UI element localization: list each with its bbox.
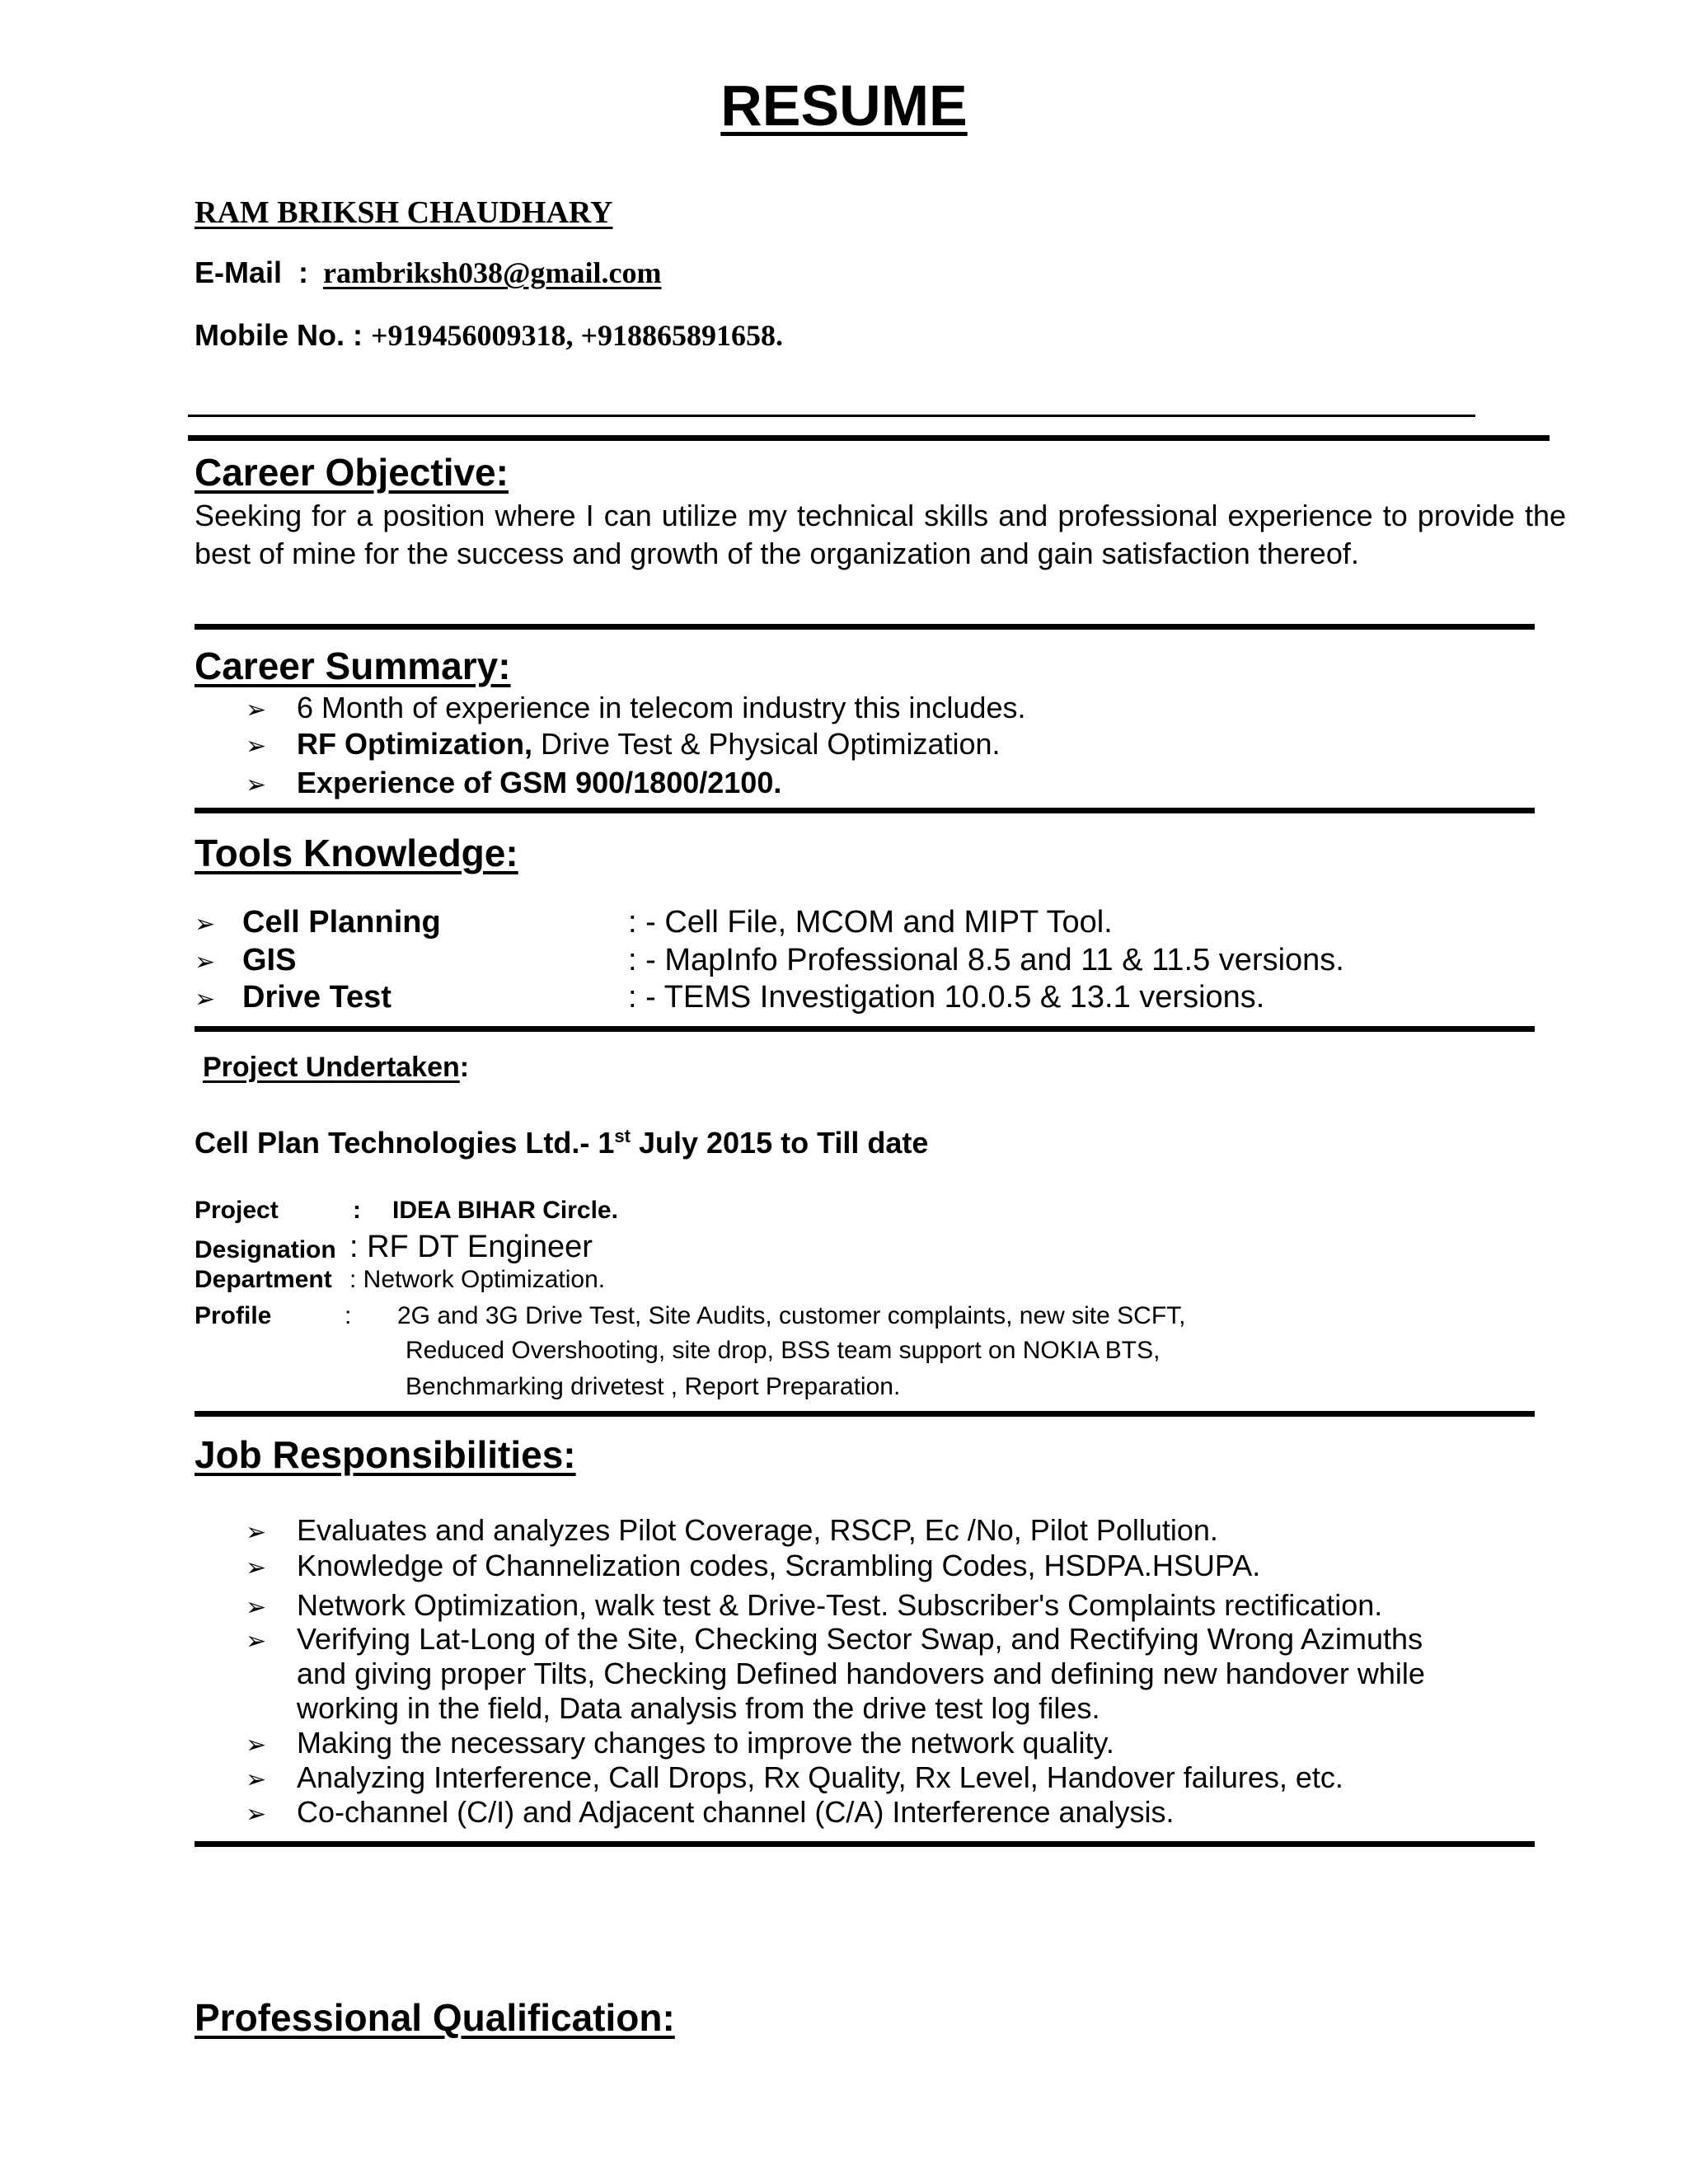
arrow-bullet-icon: ➢ xyxy=(246,1593,267,1622)
divider-thin xyxy=(188,415,1475,417)
designation-value: : RF DT Engineer xyxy=(349,1230,593,1264)
summary-item: ➢ 6 Month of experience in telecom industry this includes. xyxy=(246,691,1026,724)
mobile-value: +919456009318, +918865891658. xyxy=(371,319,784,352)
arrow-bullet-icon: ➢ xyxy=(246,1518,267,1547)
responsibility-item: ➢ Evaluates and analyzes Pilot Coverage, RSCP, Ec /No, Pilot Pollution. xyxy=(246,1513,1218,1547)
responsibilities-heading: Job Responsibilities: xyxy=(195,1433,576,1476)
divider xyxy=(195,624,1535,630)
profile-text: 2G and 3G Drive Test, Site Audits, customer complaints, new site SCFT, xyxy=(397,1302,1186,1329)
tool-value: : - Cell File, MCOM and MIPT Tool. xyxy=(628,905,1113,940)
responsibility-item: ➢ Knowledge of Channelization codes, Scrambling Codes, HSDPA.HSUPA. xyxy=(246,1549,1261,1582)
tool-row: ➢ Cell Planning xyxy=(195,905,441,940)
responsibility-item: ➢ Co-channel (C/I) and Adjacent channel (C/A) Interference analysis. xyxy=(246,1795,1175,1829)
responsibility-item: ➢ Analyzing Interference, Call Drops, Rx Quality, Rx Level, Handover failures, etc. xyxy=(246,1760,1343,1794)
profile-colon: : xyxy=(345,1302,352,1329)
project-value: IDEA BIHAR Circle. xyxy=(392,1197,618,1224)
arrow-bullet-icon: ➢ xyxy=(246,1765,267,1794)
project-heading-line: Project Undertaken: xyxy=(203,1052,470,1083)
project-label: Project xyxy=(195,1197,279,1224)
arrow-bullet-icon: ➢ xyxy=(246,1800,267,1829)
arrow-bullet-icon: ➢ xyxy=(195,948,216,977)
mobile-label: Mobile No. : xyxy=(195,318,363,352)
arrow-bullet-icon: ➢ xyxy=(246,696,267,724)
arrow-bullet-icon: ➢ xyxy=(195,985,216,1014)
responsibility-item: ➢ Network Optimization, walk test & Drive-Test. Subscriber's Complaints rectification. xyxy=(246,1588,1383,1622)
divider xyxy=(195,1841,1535,1847)
profile-text: Reduced Overshooting, site drop, BSS team support on NOKIA BTS, xyxy=(406,1337,1160,1364)
divider xyxy=(195,808,1535,813)
divider xyxy=(195,1026,1535,1032)
project-colon: : xyxy=(353,1197,361,1224)
arrow-bullet-icon: ➢ xyxy=(246,1627,267,1656)
responsibility-item: ➢ Verifying Lat-Long of the Site, Checking Sector Swap, and Rectifying Wrong Azimuths xyxy=(246,1622,1423,1656)
department-value: : Network Optimization. xyxy=(349,1266,606,1293)
divider xyxy=(195,1411,1535,1417)
arrow-bullet-icon: ➢ xyxy=(246,732,267,761)
resume-title: RESUME xyxy=(720,73,968,138)
responsibility-item: ➢ Making the necessary changes to improve the network quality. xyxy=(246,1726,1114,1760)
mobile-line xyxy=(195,318,783,353)
arrow-bullet-icon: ➢ xyxy=(246,1554,267,1582)
tool-value: : - MapInfo Professional 8.5 and 11 & 11.5 versions. xyxy=(628,943,1344,977)
responsibility-continuation: working in the field, Data analysis from the drive test log files. xyxy=(297,1691,1100,1725)
email-label: E-Mail xyxy=(195,255,283,289)
tool-value: : - TEMS Investigation 10.0.5 & 13.1 versions. xyxy=(628,980,1265,1015)
candidate-name: RAM BRIKSH CHAUDHARY xyxy=(195,195,613,230)
project-heading: Project Undertaken xyxy=(203,1052,460,1083)
arrow-bullet-icon: ➢ xyxy=(195,910,216,939)
tools-heading: Tools Knowledge: xyxy=(195,832,518,874)
tool-row: ➢ GIS xyxy=(195,943,297,977)
summary-item: ➢ Experience of GSM 900/1800/2100. xyxy=(246,766,782,799)
arrow-bullet-icon: ➢ xyxy=(246,771,267,799)
qualification-heading: Professional Qualification: xyxy=(195,1996,675,2039)
designation-label: Designation xyxy=(195,1236,336,1263)
career-objective-text: Seeking for a position where I can utilize my technical skills and professional experience to provide the best of mine for the success and growth of the organization and gain satisfaction thereof. xyxy=(195,499,1566,570)
divider-thick xyxy=(188,435,1550,441)
company-line: Cell Plan Technologies Ltd.- 1st July 2015 to Till date xyxy=(195,1126,929,1160)
career-objective-heading: Career Objective: xyxy=(195,451,509,494)
profile-label: Profile xyxy=(195,1302,272,1329)
department-label: Department xyxy=(195,1266,332,1293)
email-value[interactable]: rambriksh038@gmail.com xyxy=(323,256,662,289)
career-summary-heading: Career Summary: xyxy=(195,644,511,687)
email-line: E-Mail : rambriksh038@gmail.com xyxy=(195,255,662,289)
tool-row: ➢ Drive Test xyxy=(195,980,392,1015)
arrow-bullet-icon: ➢ xyxy=(246,1731,267,1760)
summary-item: ➢ RF Optimization, Drive Test & Physical Optimization. xyxy=(246,727,1001,761)
profile-text: Benchmarking drivetest , Report Preparation. xyxy=(406,1373,901,1400)
responsibility-continuation: and giving proper Tilts, Checking Defined handovers and defining new handover while xyxy=(297,1657,1425,1690)
